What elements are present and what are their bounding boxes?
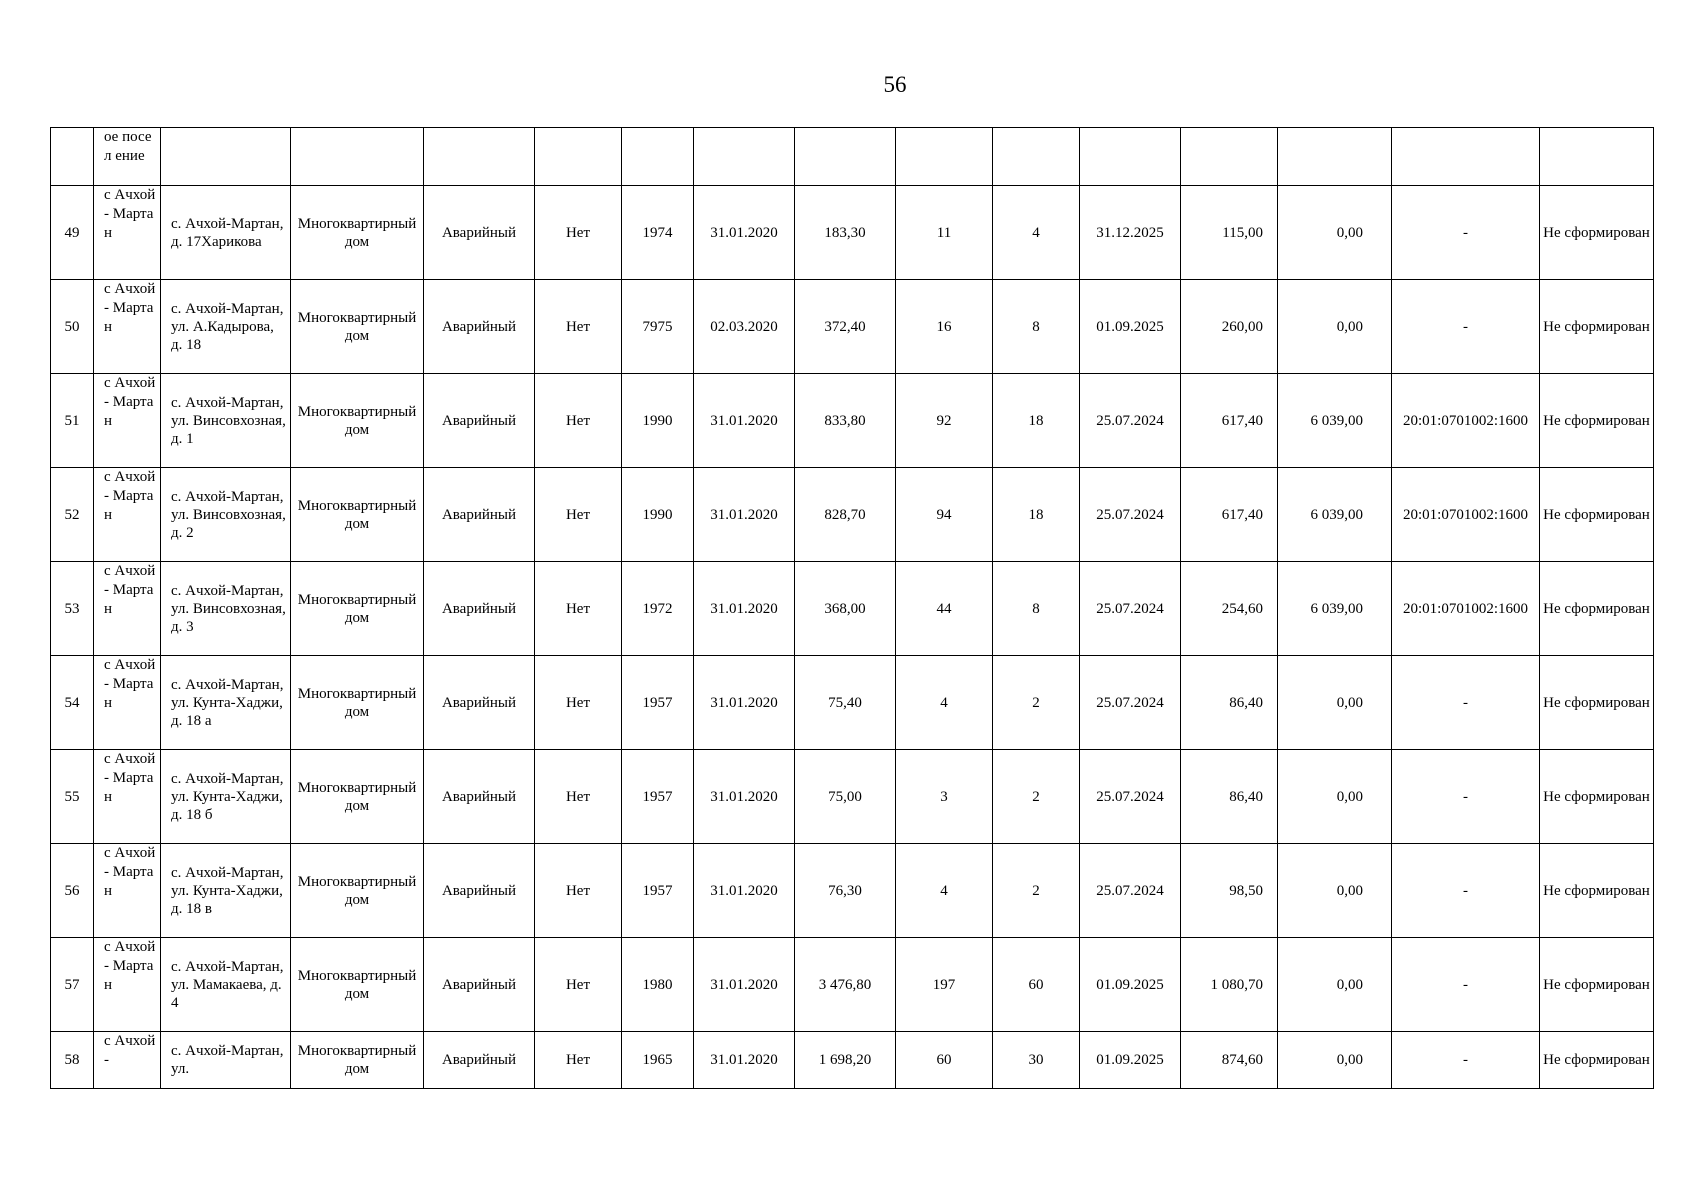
cell-people: 94 bbox=[896, 468, 993, 562]
cell-status: Не сформирован bbox=[1540, 186, 1654, 280]
cell-n: 52 bbox=[51, 468, 94, 562]
cell-n: 58 bbox=[51, 1032, 94, 1089]
cell-n: 50 bbox=[51, 280, 94, 374]
cell-address: с. Ачхой-Мартан, ул. А.Кадырова, д. 18 bbox=[161, 280, 291, 374]
cell-area2: 86,40 bbox=[1181, 750, 1278, 844]
cell-year bbox=[622, 128, 694, 186]
cell-flag: Нет bbox=[535, 186, 622, 280]
cell-condition: Аварийный bbox=[424, 468, 535, 562]
cell-date: 31.01.2020 bbox=[694, 656, 795, 750]
cell-year: 1990 bbox=[622, 374, 694, 468]
cell-status: Не сформирован bbox=[1540, 374, 1654, 468]
cell-n: 51 bbox=[51, 374, 94, 468]
cell-condition: Аварийный bbox=[424, 656, 535, 750]
cell-people: 60 bbox=[896, 1032, 993, 1089]
cell-type: Многоквартирный дом bbox=[291, 844, 424, 938]
cell-year: 1980 bbox=[622, 938, 694, 1032]
cell-year: 1972 bbox=[622, 562, 694, 656]
cell-area2: 617,40 bbox=[1181, 468, 1278, 562]
cell-units: 2 bbox=[993, 844, 1080, 938]
cell-people bbox=[896, 128, 993, 186]
cell-deadline: 31.12.2025 bbox=[1080, 186, 1181, 280]
cell-date: 31.01.2020 bbox=[694, 938, 795, 1032]
cell-status: Не сформирован bbox=[1540, 844, 1654, 938]
cell-condition bbox=[424, 128, 535, 186]
table-row bbox=[51, 750, 1654, 844]
cell-type: Многоквартирный дом bbox=[291, 938, 424, 1032]
cell-n: 54 bbox=[51, 656, 94, 750]
cell-n: 56 bbox=[51, 844, 94, 938]
cell-area2: 254,60 bbox=[1181, 562, 1278, 656]
table-row bbox=[51, 938, 1654, 1032]
cell-date: 31.01.2020 bbox=[694, 186, 795, 280]
cell-year: 1974 bbox=[622, 186, 694, 280]
cell-address: с. Ачхой-Мартан, ул. Мамакаева, д. 4 bbox=[161, 938, 291, 1032]
table-row bbox=[51, 186, 1654, 280]
cell-land: 0,00 bbox=[1278, 280, 1392, 374]
cell-address: с. Ачхой-Мартан, ул. Кунта-Хаджи, д. 18 а bbox=[161, 656, 291, 750]
cell-year: 1965 bbox=[622, 1032, 694, 1089]
cell-cadastral bbox=[1392, 128, 1540, 186]
cell-year: 1957 bbox=[622, 844, 694, 938]
cell-people: 3 bbox=[896, 750, 993, 844]
cell-n: 49 bbox=[51, 186, 94, 280]
cell-settlement: с Ачхой - Марта н bbox=[94, 938, 161, 1032]
cell-units: 18 bbox=[993, 468, 1080, 562]
cell-condition: Аварийный bbox=[424, 1032, 535, 1089]
cell-area2: 260,00 bbox=[1181, 280, 1278, 374]
cell-address bbox=[161, 128, 291, 186]
table-row-continuation bbox=[51, 128, 1654, 186]
cell-deadline: 25.07.2024 bbox=[1080, 656, 1181, 750]
cell-land: 6 039,00 bbox=[1278, 468, 1392, 562]
cell-date: 31.01.2020 bbox=[694, 374, 795, 468]
cell-units: 4 bbox=[993, 186, 1080, 280]
cell-year: 1957 bbox=[622, 750, 694, 844]
cell-area2: 617,40 bbox=[1181, 374, 1278, 468]
cell-units: 8 bbox=[993, 280, 1080, 374]
cell-flag: Нет bbox=[535, 844, 622, 938]
cell-flag: Нет bbox=[535, 468, 622, 562]
cell-cadastral: 20:01:0701002:1600 bbox=[1392, 468, 1540, 562]
cell-land: 0,00 bbox=[1278, 844, 1392, 938]
cell-n: 55 bbox=[51, 750, 94, 844]
cell-type: Многоквартирный дом bbox=[291, 656, 424, 750]
cell-settlement: с Ачхой - Марта н bbox=[94, 562, 161, 656]
table-row bbox=[51, 1032, 1654, 1089]
table-row bbox=[51, 374, 1654, 468]
cell-date: 31.01.2020 bbox=[694, 468, 795, 562]
cell-address: с. Ачхой-Мартан, ул. Кунта-Хаджи, д. 18 в bbox=[161, 844, 291, 938]
cell-deadline: 01.09.2025 bbox=[1080, 280, 1181, 374]
cell-cadastral: 20:01:0701002:1600 bbox=[1392, 562, 1540, 656]
cell-status bbox=[1540, 128, 1654, 186]
cell-area2: 98,50 bbox=[1181, 844, 1278, 938]
cell-condition: Аварийный bbox=[424, 186, 535, 280]
cell-area: 183,30 bbox=[795, 186, 896, 280]
cell-status: Не сформирован bbox=[1540, 468, 1654, 562]
cell-land: 6 039,00 bbox=[1278, 562, 1392, 656]
cell-area: 75,40 bbox=[795, 656, 896, 750]
cell-flag bbox=[535, 128, 622, 186]
cell-date: 31.01.2020 bbox=[694, 562, 795, 656]
cell-land: 0,00 bbox=[1278, 938, 1392, 1032]
cell-cadastral: - bbox=[1392, 938, 1540, 1032]
cell-settlement: с Ачхой - Марта н bbox=[94, 374, 161, 468]
cell-address: с. Ачхой-Мартан, ул. Кунта-Хаджи, д. 18 б bbox=[161, 750, 291, 844]
cell-deadline: 25.07.2024 bbox=[1080, 374, 1181, 468]
cell-area2: 1 080,70 bbox=[1181, 938, 1278, 1032]
cell-land: 6 039,00 bbox=[1278, 374, 1392, 468]
table-row bbox=[51, 562, 1654, 656]
cell-area: 828,70 bbox=[795, 468, 896, 562]
housing-table bbox=[50, 127, 1654, 1089]
cell-n: 57 bbox=[51, 938, 94, 1032]
cell-units bbox=[993, 128, 1080, 186]
cell-land: 0,00 bbox=[1278, 656, 1392, 750]
page-number: 56 bbox=[883, 72, 907, 97]
cell-year: 1957 bbox=[622, 656, 694, 750]
cell-area2: 115,00 bbox=[1181, 186, 1278, 280]
table-row bbox=[51, 844, 1654, 938]
cell-flag: Нет bbox=[535, 750, 622, 844]
cell-deadline: 25.07.2024 bbox=[1080, 750, 1181, 844]
cell-condition: Аварийный bbox=[424, 562, 535, 656]
cell-address: с. Ачхой-Мартан, ул. bbox=[161, 1032, 291, 1089]
cell-area2: 86,40 bbox=[1181, 656, 1278, 750]
cell-date bbox=[694, 128, 795, 186]
cell-people: 4 bbox=[896, 656, 993, 750]
cell-cadastral: - bbox=[1392, 280, 1540, 374]
cell-deadline: 01.09.2025 bbox=[1080, 1032, 1181, 1089]
table-row bbox=[51, 656, 1654, 750]
cell-condition: Аварийный bbox=[424, 280, 535, 374]
cell-settlement: ое посел ение bbox=[94, 128, 161, 186]
cell-settlement: с Ачхой - bbox=[94, 1032, 161, 1089]
cell-settlement: с Ачхой - Марта н bbox=[94, 468, 161, 562]
cell-date: 31.01.2020 bbox=[694, 844, 795, 938]
cell-status: Не сформирован bbox=[1540, 750, 1654, 844]
cell-units: 30 bbox=[993, 1032, 1080, 1089]
cell-units: 8 bbox=[993, 562, 1080, 656]
cell-units: 2 bbox=[993, 750, 1080, 844]
cell-type: Многоквартирный дом bbox=[291, 1032, 424, 1089]
cell-type: Многоквартирный дом bbox=[291, 186, 424, 280]
cell-deadline: 25.07.2024 bbox=[1080, 562, 1181, 656]
table-row bbox=[51, 468, 1654, 562]
cell-address: с. Ачхой-Мартан, ул. Винсовхозная, д. 1 bbox=[161, 374, 291, 468]
cell-deadline bbox=[1080, 128, 1181, 186]
cell-date: 31.01.2020 bbox=[694, 1032, 795, 1089]
cell-status: Не сформирован bbox=[1540, 562, 1654, 656]
cell-area: 75,00 bbox=[795, 750, 896, 844]
cell-cadastral: - bbox=[1392, 844, 1540, 938]
cell-condition: Аварийный bbox=[424, 750, 535, 844]
cell-type: Многоквартирный дом bbox=[291, 280, 424, 374]
cell-status: Не сформирован bbox=[1540, 656, 1654, 750]
cell-people: 92 bbox=[896, 374, 993, 468]
cell-units: 2 bbox=[993, 656, 1080, 750]
cell-type: Многоквартирный дом bbox=[291, 750, 424, 844]
cell-deadline: 01.09.2025 bbox=[1080, 938, 1181, 1032]
cell-address: с. Ачхой-Мартан, ул. Винсовхозная, д. 2 bbox=[161, 468, 291, 562]
cell-cadastral: - bbox=[1392, 656, 1540, 750]
cell-deadline: 25.07.2024 bbox=[1080, 468, 1181, 562]
cell-deadline: 25.07.2024 bbox=[1080, 844, 1181, 938]
cell-people: 197 bbox=[896, 938, 993, 1032]
cell-condition: Аварийный bbox=[424, 374, 535, 468]
cell-area: 372,40 bbox=[795, 280, 896, 374]
cell-condition: Аварийный bbox=[424, 844, 535, 938]
cell-cadastral: - bbox=[1392, 186, 1540, 280]
cell-area2 bbox=[1181, 128, 1278, 186]
cell-land bbox=[1278, 128, 1392, 186]
cell-settlement: с Ачхой - Марта н bbox=[94, 186, 161, 280]
cell-cadastral: 20:01:0701002:1600 bbox=[1392, 374, 1540, 468]
cell-area: 3 476,80 bbox=[795, 938, 896, 1032]
cell-type: Многоквартирный дом bbox=[291, 374, 424, 468]
cell-address: с. Ачхой-Мартан, д. 17Харикова bbox=[161, 186, 291, 280]
cell-status: Не сформирован bbox=[1540, 938, 1654, 1032]
cell-people: 16 bbox=[896, 280, 993, 374]
cell-n: 53 bbox=[51, 562, 94, 656]
cell-flag: Нет bbox=[535, 280, 622, 374]
cell-address: с. Ачхой-Мартан, ул. Винсовхозная, д. 3 bbox=[161, 562, 291, 656]
cell-flag: Нет bbox=[535, 562, 622, 656]
cell-cadastral: - bbox=[1392, 750, 1540, 844]
cell-area: 76,30 bbox=[795, 844, 896, 938]
cell-settlement: с Ачхой - Марта н bbox=[94, 280, 161, 374]
cell-cadastral: - bbox=[1392, 1032, 1540, 1089]
cell-people: 44 bbox=[896, 562, 993, 656]
cell-land: 0,00 bbox=[1278, 1032, 1392, 1089]
cell-area: 368,00 bbox=[795, 562, 896, 656]
cell-date: 02.03.2020 bbox=[694, 280, 795, 374]
cell-type: Многоквартирный дом bbox=[291, 468, 424, 562]
cell-area: 1 698,20 bbox=[795, 1032, 896, 1089]
cell-people: 4 bbox=[896, 844, 993, 938]
cell-condition: Аварийный bbox=[424, 938, 535, 1032]
cell-type bbox=[291, 128, 424, 186]
cell-year: 1990 bbox=[622, 468, 694, 562]
cell-units: 18 bbox=[993, 374, 1080, 468]
cell-flag: Нет bbox=[535, 1032, 622, 1089]
cell-settlement: с Ачхой - Марта н bbox=[94, 656, 161, 750]
cell-settlement: с Ачхой - Марта н bbox=[94, 844, 161, 938]
cell-area: 833,80 bbox=[795, 374, 896, 468]
cell-area2: 874,60 bbox=[1181, 1032, 1278, 1089]
cell-settlement: с Ачхой - Марта н bbox=[94, 750, 161, 844]
cell-status: Не сформирован bbox=[1540, 1032, 1654, 1089]
cell-type: Многоквартирный дом bbox=[291, 562, 424, 656]
cell-area bbox=[795, 128, 896, 186]
cell-date: 31.01.2020 bbox=[694, 750, 795, 844]
cell-land: 0,00 bbox=[1278, 750, 1392, 844]
table-row bbox=[51, 280, 1654, 374]
cell-land: 0,00 bbox=[1278, 186, 1392, 280]
cell-year: 7975 bbox=[622, 280, 694, 374]
cell-people: 11 bbox=[896, 186, 993, 280]
cell-flag: Нет bbox=[535, 938, 622, 1032]
cell-status: Не сформирован bbox=[1540, 280, 1654, 374]
cell-units: 60 bbox=[993, 938, 1080, 1032]
cell-flag: Нет bbox=[535, 374, 622, 468]
cell-flag: Нет bbox=[535, 656, 622, 750]
cell-n bbox=[51, 128, 94, 186]
